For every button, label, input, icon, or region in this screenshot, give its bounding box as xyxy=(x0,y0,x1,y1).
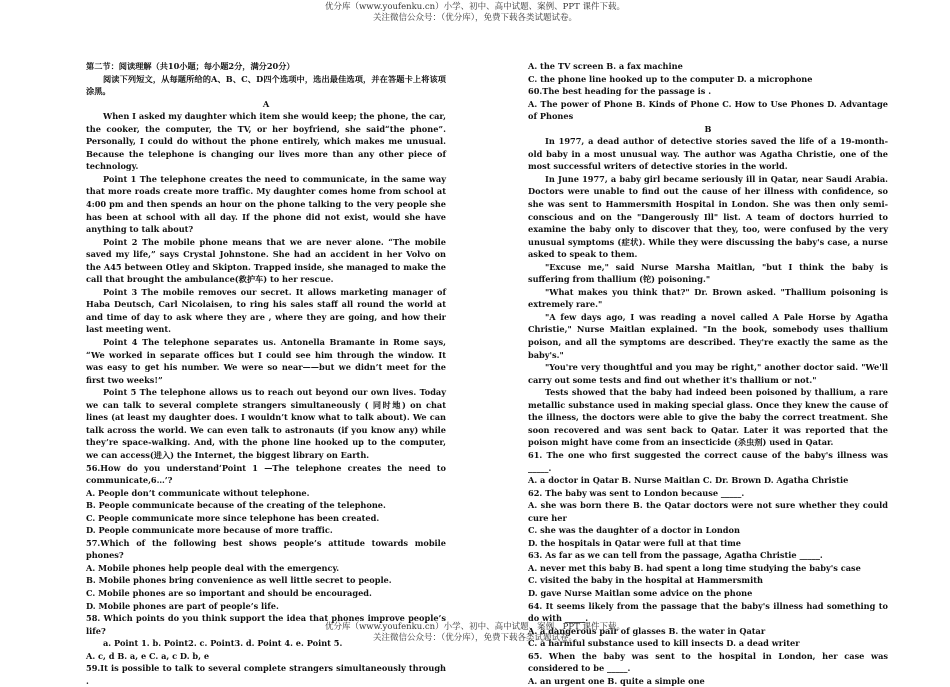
right-column-paragraph: 62. The baby was sent to London because _____. xyxy=(528,487,745,498)
left-column-paragraph: D. Mobile phones are part of people’s life. xyxy=(86,600,279,611)
left-column-paragraph: C. People communicate more since telephone has been created. xyxy=(86,512,380,523)
right-column-paragraph: C. a harmful substance used to kill insects D. a dead writer xyxy=(528,638,800,649)
footer-line-1: 优分库（www.youfenku.cn）小学、初中、高中试题、案例、PPT 课件下载。 xyxy=(325,622,625,632)
left-column-paragraph: Point 1 The telephone creates the need to communicate, in the same way that more roads create more traffic. My daughter comes home from school at 4:00 pm and then spends an hour on the phone talking to the very people she has been at school with all day. If the phone did not exist, would she have anything to talk about? xyxy=(86,173,446,235)
right-column-paragraph: "What makes you think that?" Dr. Brown asked. "Thallium poisoning is extremely rare." xyxy=(528,286,888,310)
right-column-paragraph: 60.The best heading for the passage is . xyxy=(528,86,712,97)
right-column-paragraph: 65. When the baby was sent to the hospital in London, her case was considered to be _____. xyxy=(528,650,888,674)
right-column-paragraph: A. never met this baby B. had spent a long time studying the baby's case xyxy=(528,562,861,573)
header-line-2: 关注微信公众号：（优分库），免费下载各类试题试卷。 xyxy=(372,13,577,23)
left-column-paragraph: When I asked my daughter which item she would keep; the phone, the car, the cooker, the computer, the TV, or her boyfriend, she said“the phone”. Personally, I could do without the phone entirely, which makes me unusual. Because the telephone is changing our lives more than any other piece of technology. xyxy=(86,111,446,172)
left-column-paragraph: Point 4 The telephone separates us. Antonella Bramante in Rome says, “We worked in separate offices but I could see him through the window. It was easy to get his number. We were so near——but we didn’t meet for the first two weeks!” xyxy=(86,337,446,385)
right-column-paragraph: In June 1977, a baby girl became seriously ill in Qatar, near Saudi Arabia. Doctors were unable to find out the cause of her illness with confidence, so she was sent to Hammersmith Hospital in London. She was then only semi-conscious and on the "Dangerously Ill" list. A team of doctors hurried to examine the baby only to discover that they, too, were confused by the very unusual symptoms (症状). While they were discussing the baby's case, a nurse asked to speak to them. xyxy=(528,173,888,260)
right-column-paragraph: A. a doctor in Qatar B. Nurse Maitlan C. Dr. Brown D. Agatha Christie xyxy=(528,475,849,486)
right-column-paragraph: D. gave Nurse Maitlan some advice on the phone xyxy=(528,587,753,598)
right-column-paragraph: 64. It seems likely from the passage that the baby's illness had something to do with _____. xyxy=(528,600,888,624)
left-column-paragraph: 58. Which points do you think support the idea that phones improve people’s life? xyxy=(86,613,446,636)
header-line-1: 优分库（www.youfenku.cn）小学、初中、高中试题、案例、PPT 课件下载。 xyxy=(325,2,625,12)
right-column-paragraph: C. the phone line hooked up to the computer D. a microphone xyxy=(528,73,813,84)
right-column-paragraph: A. the TV screen B. a fax machine xyxy=(528,61,683,71)
left-column-paragraph: 59.It is possible to talk to several complete strangers simultaneously through . xyxy=(86,663,446,686)
right-column-paragraph: Tests showed that the baby had indeed been poisoned by thallium, a rare metallic substance used in making special glass. Once they knew the cause of the illness, the doctors were able to give the baby the correct treatment. She soon recovered and was sent back to Qatar. Later it was reported that the poison might have come from an insecticide (杀虫剂) used in Qatar. xyxy=(528,387,888,448)
right-column-paragraph: C. she was the daughter of a doctor in London xyxy=(528,525,740,536)
right-column-paragraph: In 1977, a dead author of detective stories saved the life of a 19-month-old baby in a most unusual way. The author was Agatha Christie, one of the most successful writers of detective stories in the world. xyxy=(528,136,888,172)
right-column-paragraph: "A few days ago, I was reading a novel called A Pale Horse by Agatha Christie," Nurse Maitlan explained. "In the book, somebody uses thallium poison, and all the symptoms are described. They're exactly the same as the baby's." xyxy=(528,311,888,360)
left-column-paragraph: Point 2 The mobile phone means that we are never alone. “The mobile saved my life,” says Crystal Johnstone. She had an accident in her Volvo on the A45 between Otley and Skipton. Trapped inside, she managed to make the call that brought the ambulance(救护车) to her rescue. xyxy=(86,236,446,285)
right-column-paragraph: A. a dangerous pair of glasses B. the water in Qatar xyxy=(528,625,766,636)
right-column-paragraph: B xyxy=(704,123,712,134)
left-column-paragraph: A. c, d B. a, e C. a, c D. b, e xyxy=(86,650,210,661)
page-header xyxy=(0,2,950,24)
right-column-paragraph: "You're very thoughtful and you may be right," another doctor said. "We'll carry out some tests and find out whether it's thallium or not." xyxy=(528,362,888,385)
left-column-paragraph: A xyxy=(262,98,270,109)
right-column-paragraph: 63. As far as we can tell from the passage, Agatha Christie _____. xyxy=(528,550,823,561)
right-column-paragraph: 61. The one who first suggested the correct cause of the baby's illness was _____. xyxy=(528,449,888,473)
left-column-paragraph: B. Mobile phones bring convenience as well little secret to people. xyxy=(86,575,392,586)
page-footer xyxy=(0,622,950,644)
right-column xyxy=(528,60,888,687)
right-column-paragraph: C. visited the baby in the hospital at Hammersmith xyxy=(528,575,763,586)
right-column-paragraph: A. an urgent one B. quite a simple one xyxy=(528,675,705,686)
left-column-paragraph: a. Point 1. b. Point2. c. Point3. d. Point 4. e. Point 5. xyxy=(103,638,343,649)
left-column-paragraph: B. People communicate because of the creating of the telephone. xyxy=(86,500,386,511)
left-column-paragraph: Point 5 The telephone allows us to reach out beyond our own lives. Today we can talk to several complete strangers simultaneously ( 同时地) on chat lines (at least my daughter does. I wouldn’t know what to talk about). We can talk across the world. We can even talk to astronauts (if you know any) while they’re space-walking. And, with the phone line hooked up to the computer, we can access(进入) the Internet, the biggest library on Earth. xyxy=(86,387,446,460)
footer-line-2: 关注微信公众号：（优分库），免费下载各类试题试卷。 xyxy=(372,633,577,643)
left-column-paragraph: 阅读下列短文，从每题所给的A、B、C、D四个选项中，选出最佳选项，并在答题卡上将该项涂黑。 xyxy=(86,73,446,97)
left-column-paragraph: 第二节：阅读理解（共10小题；每小题2分，满分20分） xyxy=(86,61,295,71)
right-column-paragraph: A. she was born there B. the Qatar doctors were not sure whether they could cure her xyxy=(528,500,888,523)
left-column-paragraph: A. People don’t communicate without telephone. xyxy=(86,487,310,498)
left-column-paragraph: Point 3 The mobile removes our secret. It allows marketing manager of Haba Deutsch, Carl Nicolaisen, to ring his sales staff all round the world at and time of day to ask where they are , where they are going, and how their last meeting went. xyxy=(86,286,446,335)
left-column-paragraph: C. Mobile phones are so important and should be encouraged. xyxy=(86,587,372,598)
right-column-paragraph: D. the hospitals in Qatar were full at that time xyxy=(528,537,741,548)
right-column-paragraph: A. The power of Phone B. Kinds of Phone C. How to Use Phones D. Advantage of Phones xyxy=(528,98,888,122)
left-column xyxy=(86,60,446,687)
right-column-paragraph: "Excuse me," said Nurse Marsha Maitlan, "but I think the baby is suffering from thallium (铊) poisoning." xyxy=(528,261,888,285)
left-column-paragraph: 57.Which of the following best shows people’s attitude towards mobile phones? xyxy=(86,537,446,561)
left-column-paragraph: 56.How do you understand‘Point 1 —The telephone creates the need to communicate,6…’? xyxy=(86,462,446,486)
left-column-paragraph: D. People communicate more because of more traffic. xyxy=(86,525,333,536)
left-column-paragraph: A. Mobile phones help people deal with the emergency. xyxy=(86,562,340,573)
